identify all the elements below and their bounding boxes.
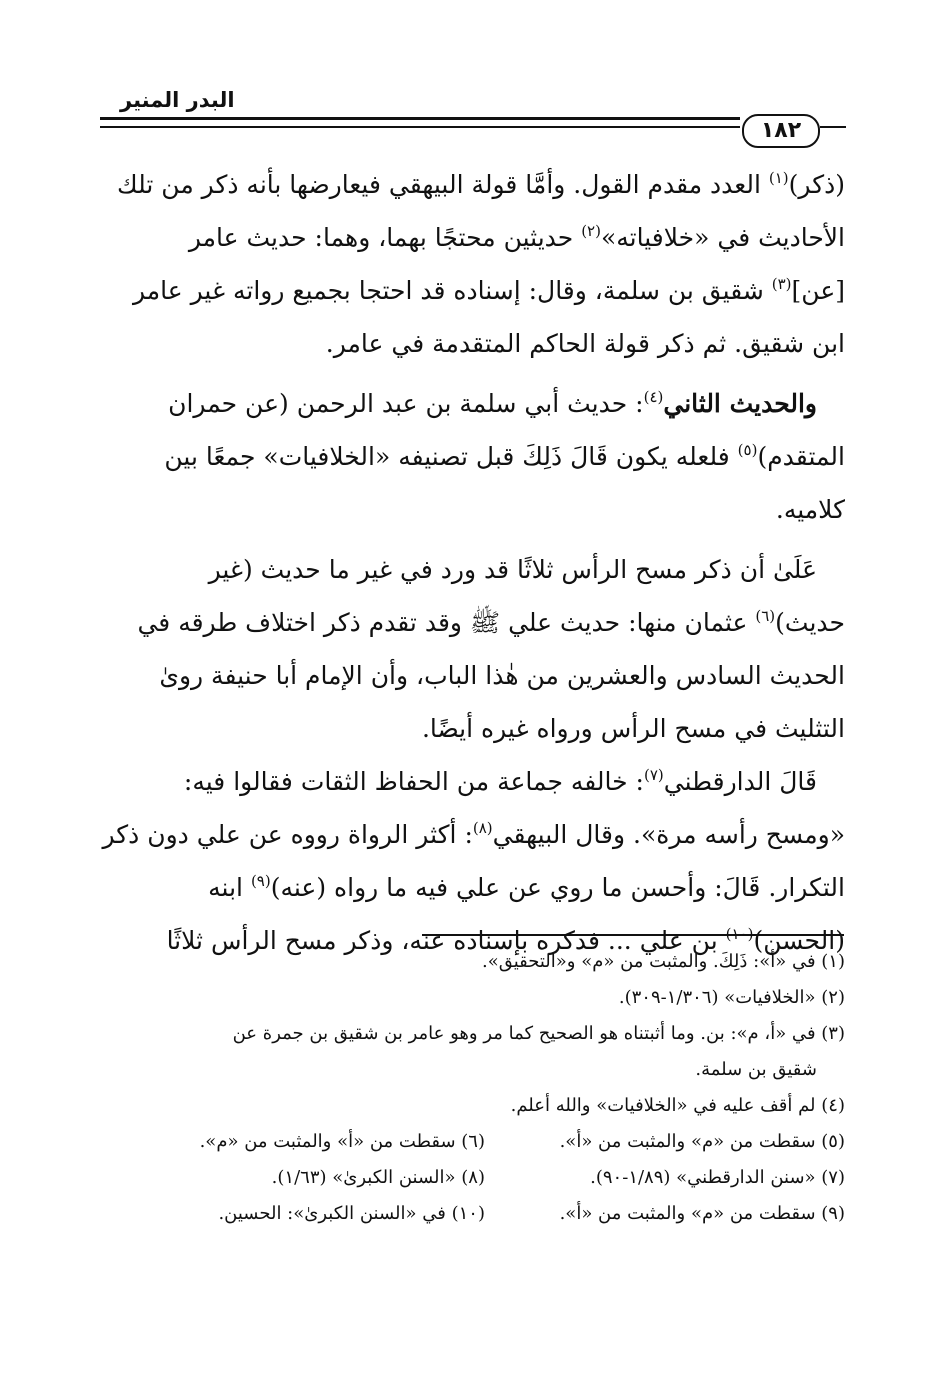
line-text: : حديث أبي سلمة بن عبد الرحمن (عن حمران: [168, 389, 644, 418]
line-text: حديثين محتجًا بهما، وهما: حديث عامر: [188, 223, 582, 252]
footnote-ref: (١٠): [725, 925, 754, 943]
body-line: [100, 377, 845, 430]
body-line: [100, 808, 845, 861]
footnote-ref: (٨): [472, 819, 493, 837]
footnote-separator: [422, 934, 844, 936]
footnote-row: [100, 1124, 845, 1160]
line-text: الحديث السادس والعشرين من هٰذا الباب، وأن الإمام أبا حنيفة روىٰ: [159, 661, 845, 690]
body-line: [100, 158, 845, 211]
body-line: [100, 596, 845, 649]
body-line: [100, 264, 845, 317]
footnote-ref: (٣): [771, 275, 792, 293]
line-text: : خالفه جماعة من الحفاظ الثقات فقالوا فيه:: [183, 767, 644, 796]
header-rule-bottom: [100, 126, 740, 128]
body-line: [100, 317, 845, 370]
line-text: عَلَىٰ أن ذكر مسح الرأس ثلاثًا قد ورد في غير ما حديث (غير: [208, 555, 817, 584]
footnote-ref: (٥): [737, 441, 758, 459]
page-number: ١٨٢: [742, 114, 820, 148]
line-text: المتقدم): [757, 442, 845, 471]
footnote-continuation: شقيق بن سلمة.: [695, 1059, 817, 1080]
footnote: (٤) لم أقف عليه في «الخلافيات» والله أعلم.: [510, 1095, 845, 1116]
footnote: (٥) سقطت من «م» والمثبت من «أ».: [559, 1131, 845, 1152]
body-line: [100, 430, 845, 483]
line-text: الأحاديث في «خلافياته»: [600, 223, 845, 252]
line-text: ابن شقيق. ثم ذكر قولة الحاكم المتقدمة في عامر.: [325, 329, 845, 358]
footnote-ref: (٧): [643, 766, 664, 784]
line-text: بن علي ... فذكره بإسناده عنه، وذكر مسح الرأس ثلاثًا: [166, 926, 726, 955]
line-text: «ومسح رأسه مرة». وقال البيهقي: [492, 820, 845, 849]
footnote: (٦) سقطت من «أ» والمثبت من «م».: [199, 1131, 485, 1152]
line-text: حديث): [775, 608, 845, 637]
footnote-ref: (٦): [755, 607, 776, 625]
body-line: [100, 861, 845, 914]
header-rule-right: [820, 126, 846, 128]
line-text: التثليث في مسح الرأس ورواه غيره أيضًا.: [421, 714, 845, 743]
line-text: التكرار. قَالَ: وأحسن ما روي عن علي فيه ما رواه (عنه): [270, 873, 845, 902]
footnote-ref: (٢): [581, 222, 601, 240]
section-heading: والحديث الثاني: [663, 389, 817, 418]
header-rule-top: [100, 117, 740, 120]
footnote: (٨) «السنن الكبرىٰ» (١/٦٣).: [271, 1167, 485, 1188]
body-line: [100, 755, 845, 808]
body-line: [100, 702, 845, 755]
body-line: [100, 211, 845, 264]
line-text: شقيق بن سلمة، وقال: إسناده قد احتجا بجميع رواته غير عامر: [132, 276, 772, 305]
footnote: (١٠) في «السنن الكبرىٰ»: الحسين.: [218, 1203, 485, 1224]
line-text: ابنه: [208, 873, 251, 902]
line-text: العدد مقدم القول. وأمَّا قولة البيهقي فيعارضها بأنه ذكر من تلك: [117, 170, 769, 199]
line-text: فلعله يكون قَالَ ذَلِكَ قبل تصنيفه «الخلافيات» جمعًا بين: [164, 442, 738, 471]
footnote: (١) في «أ»: ذَلِكَ. والمثبت من «م» و«التحقيق».: [481, 951, 845, 972]
footnote-row: [100, 1196, 845, 1232]
line-text: (الحسن): [753, 926, 845, 955]
body-text: [100, 158, 845, 967]
running-title: البدر المنير: [120, 88, 235, 112]
footnote: (٣) في «أ، م»: بن. وما أثبتناه هو الصحيح كما مر وهو عامر بن شقيق بن جمرة عن: [232, 1023, 845, 1044]
footnote: (٩) سقطت من «م» والمثبت من «أ».: [559, 1203, 845, 1224]
footnote-ref: (٩): [250, 872, 271, 890]
line-text: عثمان منها: حديث علي ﷺ وقد تقدم ذكر اختلاف طرقه في: [137, 608, 756, 637]
line-text: (ذكر): [788, 170, 845, 199]
line-text: قَالَ الدارقطني: [663, 767, 817, 796]
line-text: كلاميه.: [775, 495, 845, 524]
body-line: [100, 483, 845, 536]
footnote: (٧) «سنن الدارقطني» (١/٨٩-٩٠).: [590, 1167, 845, 1188]
footnotes: [100, 944, 845, 1232]
footnote-ref: (٤): [643, 388, 664, 406]
line-text: : أكثر الرواة رووه عن علي دون ذكر: [102, 820, 473, 849]
footnote-ref: (١): [768, 169, 789, 187]
line-text: [عن]: [791, 276, 845, 305]
footnote: (٢) «الخلافيات» (١/٣٠٦-٣٠٩).: [618, 987, 845, 1008]
footnote-row: [100, 1160, 845, 1196]
body-line: [100, 649, 845, 702]
body-line: [100, 543, 845, 596]
